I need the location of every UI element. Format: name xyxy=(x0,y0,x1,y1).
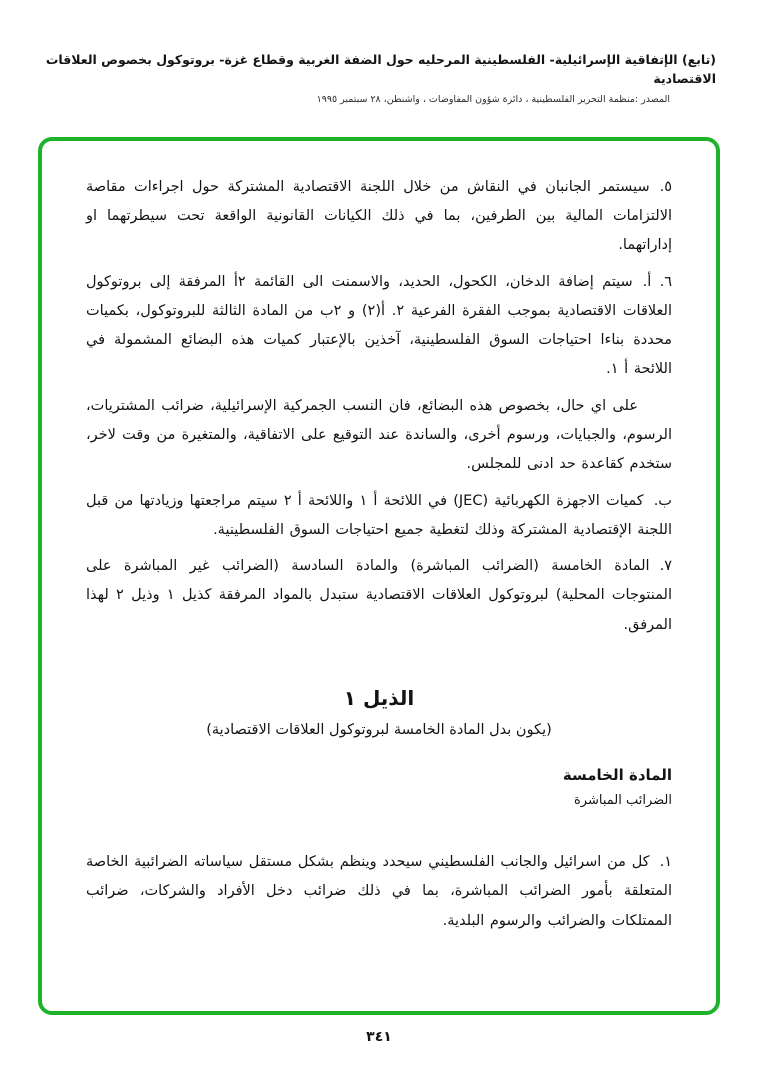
list-item-5 xyxy=(86,173,672,261)
list-marker: ٧. xyxy=(659,558,672,575)
article-title: المادة الخامسة xyxy=(562,765,672,784)
document-header xyxy=(0,50,758,105)
green-frame xyxy=(38,137,720,1015)
page-number: ٣٤١ xyxy=(366,1028,392,1045)
paragraph-text: سيتم إضافة الدخان، الكحول، الحديد، والاسمنت الى القائمة ٢أ المرفقة إلى بروتوكول العلاقات الاقتصادية بموجب الفقرة الفرعية ٢. أ(٢) و ٢ب من المادة الثالثة للبروتوكول، بكميات محددة بناءا احتياجات السوق الفلسطينية، آخذين بالإعتبار كميات هذه البضائع المشمولة في اللائحة أ ١. xyxy=(86,273,672,378)
header-source: المصدر :منظمة التحرير الفلسطينية ، دائرة شؤون المفاوضات ، واشنطن، ٢٨ سبتمبر ١٩٩٥ xyxy=(316,93,670,105)
list-marker: ٦. أ. xyxy=(642,273,672,290)
list-item-1 xyxy=(86,848,672,936)
list-item-6b xyxy=(86,487,672,546)
paragraph-text: سيستمر الجانبان في النقاش من خلال اللجنة الاقتصادية المشتركة حول اجراءات مقاصة الالتزامات المالية بين الطرفين، بما في ذلك الكيانات القانونية الواقعة تحت سيطرتهما او إداراتهما. xyxy=(86,178,672,254)
paragraph-text: المادة الخامسة (الضرائب المباشرة) والمادة السادسة (الضرائب غير المباشرة على المنتوجات المحلية) لبروتوكول العلاقات الاقتصادية ستبدل بالمواد المرفقة كذيل ١ وذيل ٢ لهذا المرفق. xyxy=(86,558,672,633)
list-item-6a xyxy=(86,268,672,385)
list-item-7 xyxy=(86,552,672,640)
appendix-subtitle: (يكون بدل المادة الخامسة لبروتوكول العلاقات الاقتصادية) xyxy=(206,721,552,738)
header-title: (تابع) الإتفاقية الإسرائيلية- الفلسطينية المرحليه حول الضفة الغربية وقطاع غزة- بروتوكول بخصوص العلاقات الاقتصادية xyxy=(45,52,716,87)
appendix-title: الذيل ١ xyxy=(343,685,415,710)
continuation-paragraph xyxy=(86,392,672,480)
paragraph-text: على اي حال، بخصوص هذه البضائع، فان النسب الجمركية الإسرائيلية، ضرائب المشتريات، الرسوم، والجبايات، ورسوم أخرى، والساندة عند التوقيع على الاتفاقية، والمتغيرة من وقت لاخر، ستخدم كقاعدة حد ادنى للمجلس. xyxy=(86,397,672,473)
paragraph-text: كميات الاجهزة الكهربائية (JEC) في اللائحة أ ١ واللائحة أ ٢ سيتم مراجعتها وزيادتها من قبل اللجنة الإقتصادية المشتركة وذلك لتغطية جميع احتياجات السوق الفلسطينية. xyxy=(86,492,672,538)
paragraph-text: كل من اسرائيل والجانب الفلسطيني سيحدد وينظم بشكل مستقل سياساته الضرائبية الخاصة المتعلقة بأمور الضرائب المباشرة، بما في ذلك ضرائب دخل الأفراد والشركات، ضرائب الممتلكات والضرائب والرسوم البلدية. xyxy=(86,853,672,929)
list-marker: ٥. xyxy=(659,178,672,195)
list-marker: ١. xyxy=(659,853,672,870)
article-subtitle: الضرائب المباشرة xyxy=(574,792,672,808)
list-marker: ب. xyxy=(653,492,672,509)
